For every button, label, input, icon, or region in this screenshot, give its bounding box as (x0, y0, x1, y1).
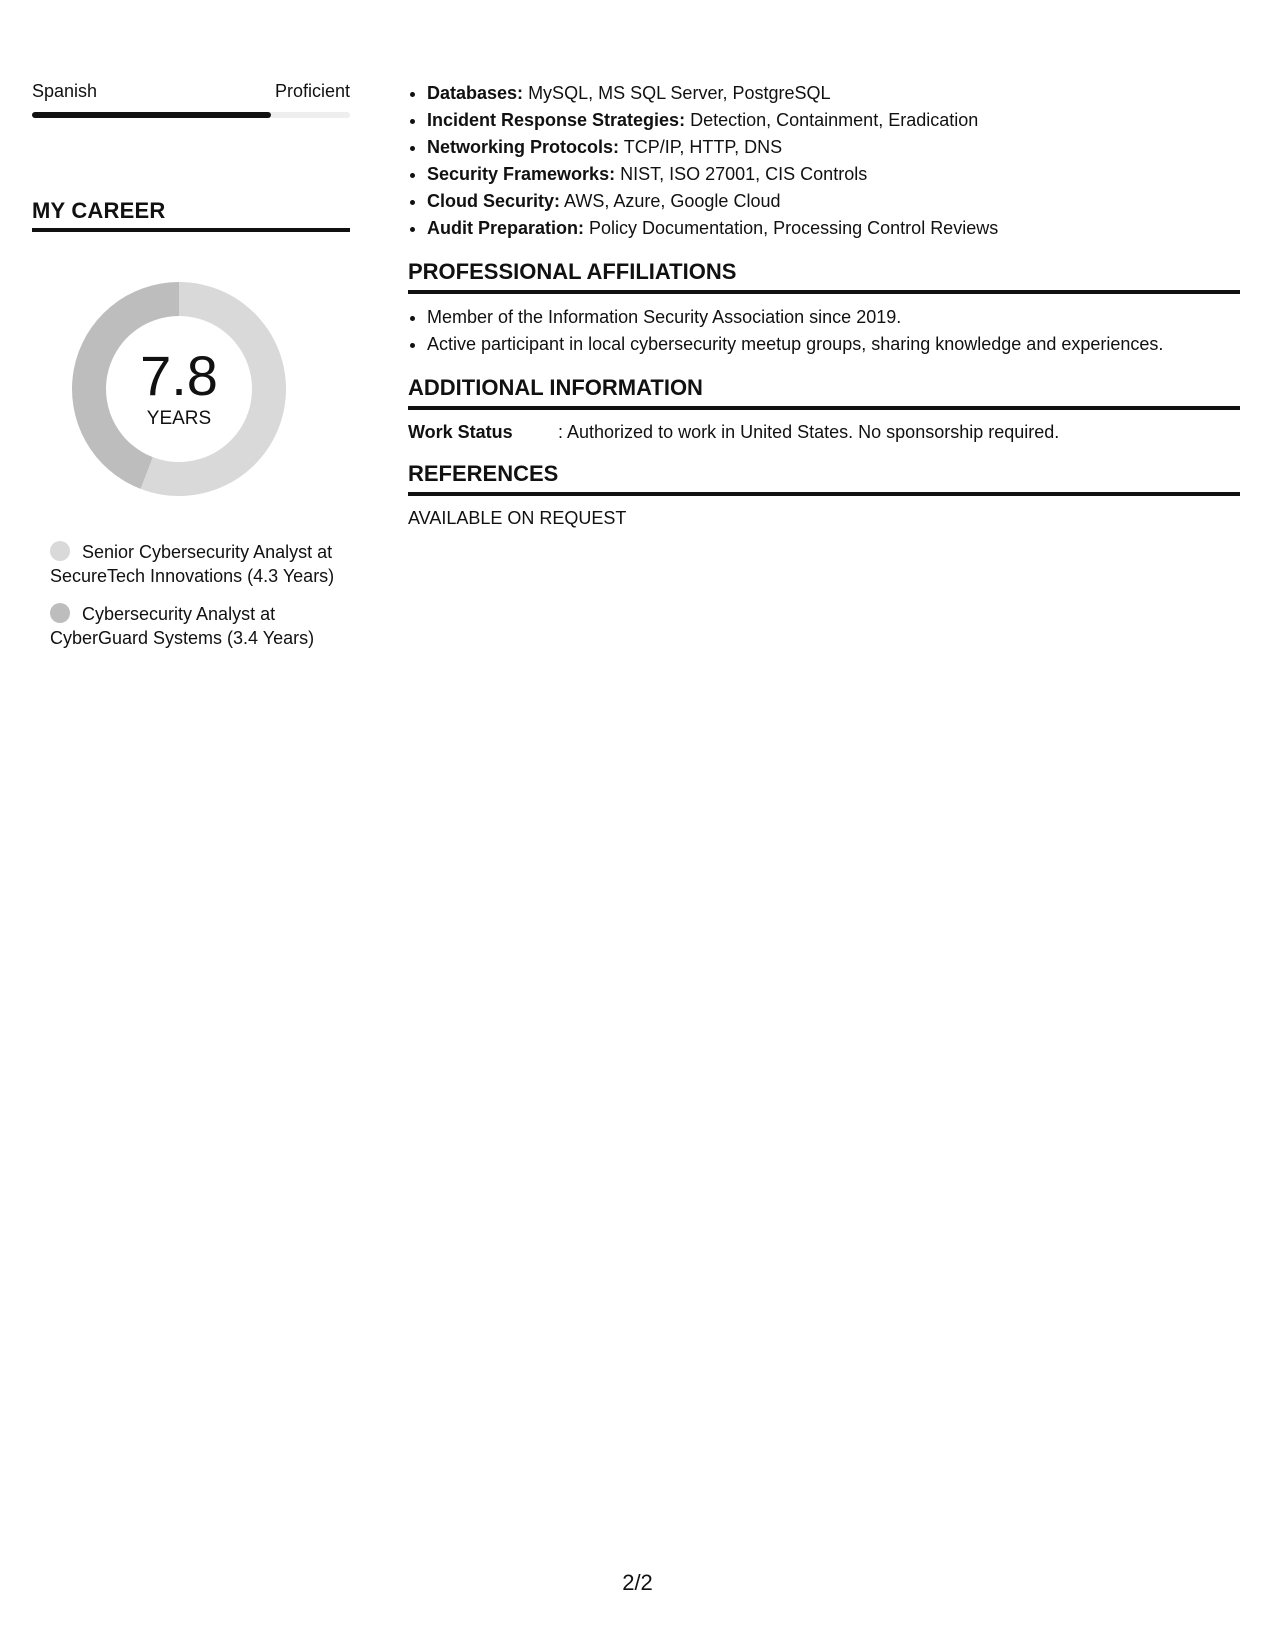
skill-value: NIST, ISO 27001, CIS Controls (620, 164, 868, 184)
legend-label: Senior Cybersecurity Analyst at SecureTech Innovations (4.3 Years) (50, 542, 335, 586)
list-item: • Member of the Information Security Association since 2019. (427, 304, 1240, 331)
language-name: Spanish (32, 81, 98, 101)
work-status-value: : Authorized to work in United States. No sponsorship required. (558, 422, 1060, 442)
references-text: AVAILABLE ON REQUEST (408, 508, 627, 528)
list-item (427, 215, 1240, 242)
skill-value: MySQL, MS SQL Server, PostgreSQL (528, 83, 831, 103)
career-total-unit: YEARS (146, 408, 212, 429)
career-legend (50, 540, 336, 650)
list-item (427, 161, 1240, 188)
career-total-value: 7.8 (140, 344, 218, 407)
legend-swatch (50, 603, 70, 623)
references-section-rule (408, 492, 1240, 496)
skill-key: Audit Preparation: (427, 218, 585, 238)
affiliations-list (408, 304, 1240, 358)
affiliations-section-rule (408, 290, 1240, 294)
career-section-title: MY CAREER (32, 198, 166, 223)
legend-item (50, 540, 336, 588)
additional-info-section-rule (408, 406, 1240, 410)
list-item (427, 80, 1240, 107)
skill-key: Security Frameworks: (427, 164, 616, 184)
page-number: 2/2 (622, 1570, 653, 1595)
list-item (427, 134, 1240, 161)
skill-value: Policy Documentation, Processing Control Reviews (589, 218, 999, 238)
additional-info-section-title: ADDITIONAL INFORMATION (408, 375, 703, 400)
language-proficiency-fill (32, 112, 271, 118)
skill-value: AWS, Azure, Google Cloud (564, 191, 781, 211)
legend-label: Cybersecurity Analyst at CyberGuard Systems (3.4 Years) (50, 604, 315, 648)
work-status-row (408, 420, 1240, 444)
donut-center (66, 276, 292, 502)
career-donut-chart (66, 276, 292, 502)
list-item: • Active participant in local cybersecurity meetup groups, sharing knowledge and experiences. (427, 331, 1240, 358)
legend-swatch (50, 541, 70, 561)
list-item (427, 107, 1240, 134)
skill-value: TCP/IP, HTTP, DNS (623, 137, 783, 157)
skill-key: Incident Response Strategies: (427, 110, 686, 130)
skill-key: Networking Protocols: (427, 137, 620, 157)
career-section-rule (32, 228, 350, 232)
left-column (32, 80, 350, 664)
language-row (32, 80, 350, 102)
skills-list (408, 80, 1240, 242)
legend-item (50, 602, 336, 650)
affiliations-section-title: PROFESSIONAL AFFILIATIONS (408, 259, 737, 284)
language-level: Proficient (274, 81, 350, 101)
right-column (408, 80, 1240, 530)
language-proficiency-bar (32, 112, 350, 118)
skill-value: Detection, Containment, Eradication (690, 110, 979, 130)
skill-key: Cloud Security: (427, 191, 561, 211)
list-item (427, 188, 1240, 215)
references-section-title: REFERENCES (408, 461, 559, 486)
work-status-label: Work Status (408, 422, 513, 442)
skill-key: Databases: (427, 83, 524, 103)
